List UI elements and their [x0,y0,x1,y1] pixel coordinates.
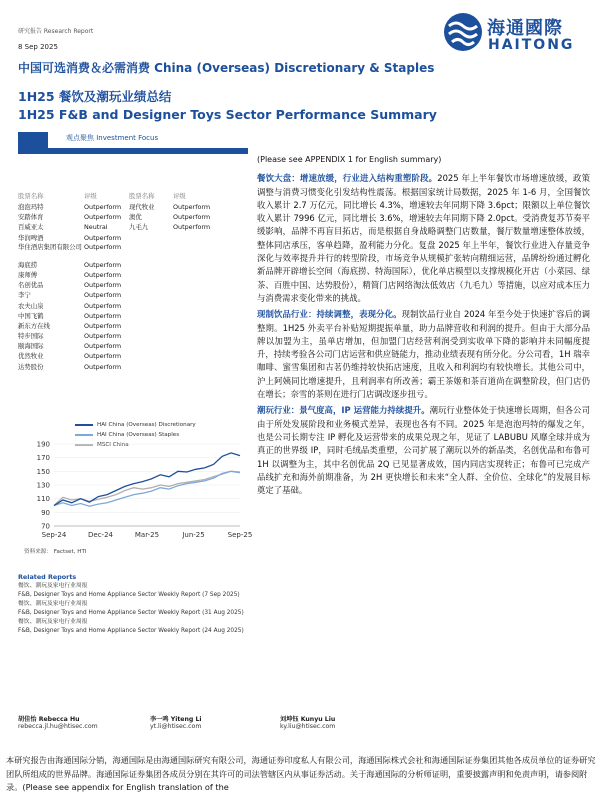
table-row [18,301,258,311]
stock-rating: Outperform [84,213,122,222]
analyst-card [18,714,98,730]
legend-item [75,420,196,430]
related-report-item[interactable]: 餐饮、潮玩及家电行业周报 [18,619,88,625]
stock-name: 现代牧业 [129,203,155,211]
stock-name: 李宁 [18,291,31,300]
stock-rating: Outperform [84,281,122,290]
report-body [257,153,590,500]
header-rating-2: 评级 [173,192,186,200]
report-type-label: 研究报告 Research Report [18,28,94,35]
table-row [18,202,258,212]
stock-rating: Outperform [84,242,122,251]
stock-rating: Outperform [84,332,122,341]
chart-source: 资料来源： Factset, HTI [24,549,87,555]
stock-rating: Outperform [84,260,122,269]
analyst-name: 刘坤钰 Kunyu Liu [280,716,336,723]
y-tick-label: 170 [36,454,50,463]
table-row [18,212,258,222]
table-row [18,233,258,243]
x-tick-label: Mar-25 [134,531,160,539]
related-report-item[interactable]: 餐饮、潮玩及家电行业周报 [18,601,88,607]
table-row [18,351,258,361]
stock-rating: Outperform [84,311,122,320]
table-row [18,290,258,300]
investment-focus-label: 观点聚焦 Investment Focus [66,134,159,142]
paragraph-heading: 潮玩行业：景气度高，IP 运营能力持续提升。 [257,405,430,416]
stock-rating: Outperform [84,352,122,361]
y-tick-label: 90 [41,508,50,517]
x-tick-label: Dec-24 [88,531,113,539]
stock-name: 海底捞 [18,260,38,269]
legend-label: HAI China (Overseas) Discretionary [97,422,196,428]
y-tick-label: 130 [36,481,50,490]
y-tick-label: 110 [36,495,50,504]
related-report-item[interactable]: F&B, Designer Toys and Home Appliance Sector Weekly Report (31 Aug 2025) [18,610,244,616]
logo-text-cn: 海通國際 [487,18,563,39]
table-row [18,362,258,372]
stock-table-header [18,190,258,202]
stock-name: 百威亚太 [18,223,44,232]
disclaimer-text: 本研究报告由海通国际分销，海通国际是由海通国际研究有限公司，海通证券印度私人有限公司，海通国际株式会社和海通国际证券集团其他各成员单位的证券研究团队所组成的世界品牌。海通国际证券集团各成员分别在其许可的司法管辖区内从事证券活动。关于海通国际的分析师证明，重要披露声明和免责声明，请参阅附录。(Please see appendix for English translation of the [6,755,596,792]
legend-swatch [75,434,93,436]
paragraph-beverage [257,308,590,401]
analyst-card [150,714,202,730]
paragraph-text: 潮玩行业整体处于快速增长周期，但各公司由于所处发展阶段和业务模式差异，表现也各有不同。2025 年是泡泡玛特的爆发之年，也是公司长期专注 IP 孵化及运营带来的成果兑现之年，见证了 LABUBU 风靡全球并成为真正的世界级 IP，同时毛绒品类重塑，公司扩展了潮玩以外的新品类，名创优品和布鲁可 1H 以调整为主，其中名创优品 2Q 已见显著成效，国内同店实现转正；布鲁可已完成产品线扩充和海外前期准备，为 2H 更快增长和未来“全人群、全价位、全球化”的发展目标奠定了基础。 [257,405,591,496]
header-rating-1: 评级 [84,192,97,200]
stock-name: 特步国际 [18,332,44,341]
table-row [18,321,258,331]
stock-rating: Outperform [84,270,122,279]
x-tick-label: Jun-25 [182,531,205,539]
report-title-en: 1H25 F&B and Designer Toys Sector Performance Summary [18,107,437,122]
stock-rating: Outperform [173,223,211,232]
analyst-bar [18,714,598,744]
analyst-email[interactable]: ky.liu@htisec.com [280,723,336,730]
stock-name: 中国飞鹤 [18,311,44,320]
stock-rating: Outperform [84,203,122,211]
related-reports [18,573,258,636]
stock-name: 澳优 [129,213,142,222]
y-tick-label: 150 [36,467,50,476]
related-report-item[interactable]: 餐饮、潮玩及家电行业周报 [18,583,88,589]
legend-swatch [75,424,93,426]
stock-rating: Outperform [84,321,122,330]
related-report-item[interactable]: F&B, Designer Toys and Home Appliance Sector Weekly Report (7 Sep 2025) [18,592,240,598]
series-line [54,471,240,505]
paragraph-heading: 餐饮大盘：增速放缓，行业进入结构重塑阶段。 [257,173,438,184]
paragraph-text: 2025 年上半年餐饮市场增速放缓，政策调整与消费习惯变化引发结构性震荡。根据国家统计局数据，2025 年 1-6 月，全国餐饮收入累计 2.7 万亿元，同比增长 4.3%，增速较去年同期下降 3.6pct；限额以上单位餐饮收入累计 7996 亿元，同比增长 3.6%，增速较去年同期下降 2.0pct。受消费复苏节奏平缓影响，品牌不再盲目拓店，而是根据自身战略调整门店数量，餐厅数量增速整体放缓，整体同店承压，客单趋降，盈利能力分化。复盘 2025 年上半年，餐饮行业进入存量竞争深化与效率提升并行的转型阶段，市场竞争从规模扩张转向精细运营，品牌纷纷通过孵化新品牌开辟增长空间（海底捞、特海国际），优化单店模型以支撑规模化开店（小菜园、绿茶、百胜中国、达势股份），精简门店网络淘汰低效店（九毛九）等措施，以应对成本压力与消费需求变化带来的挑战。 [257,173,590,303]
table-row [18,341,258,351]
table-row [18,270,258,280]
stock-name: 优然牧业 [18,352,44,361]
stock-rating: Neutral [84,223,108,232]
table-row [18,280,258,290]
stock-name: 新东方在线 [18,321,50,330]
stock-name: 颐海国际 [18,342,44,351]
analyst-email[interactable]: yt.li@htisec.com [150,723,202,730]
performance-line-chart [18,438,253,544]
table-row [18,331,258,341]
stock-rating: Outperform [84,362,122,371]
x-tick-label: Sep-24 [41,531,67,539]
stock-name: 达势股份 [18,362,44,371]
stock-name: 九毛九 [129,223,149,232]
stock-name: 安踏体育 [18,213,44,222]
logo-text-en: HAITONG [488,37,575,53]
analyst-card [280,714,335,730]
report-title-cn: 1H25 餐饮及潮玩业绩总结 [18,89,172,104]
legend-label: MSCI China [97,442,129,448]
paragraph-toys [257,404,590,497]
haitong-logo [443,10,593,56]
y-tick-label: 70 [41,522,50,531]
table-row [18,260,258,270]
stock-rating: Outperform [84,342,122,351]
stock-name: 华住酒店集团有限公司 [18,242,82,251]
stock-name: 泡泡玛特 [18,203,44,211]
paragraph-fnb [257,172,590,305]
stock-name: 农夫山泉 [18,301,44,310]
paragraph-text: 现制饮品行业自 2024 年至今处于快速扩容后的调整期。1H25 外卖平台补贴短期提振单量，助力品牌营收和利润的提升。但由于大部分品牌以加盟为主，虽单店增加，但加盟门店经营利润受到实收单下降的影响并未同幅度提升，持续考验各公司门店运营和供应链能力，推动业绩表现有所分化。分公司看，1H 瑞幸咖啡、蜜雪集团和古茗仍维持较快拓店速度，且收入和利润均有较快增长。其他公司中，沪上阿姨同比增速提升，且利润率有所改善；霸王茶姬和茶百道尚在调整阶段，但门店仍在增长；奈雪的茶则在进行门店调改逐步扭亏。 [257,309,590,400]
header-stock-name-2: 股票名称 [129,192,155,200]
table-row [18,222,258,232]
legend-label: HAI China (Overseas) Staples [97,432,180,438]
report-date: 8 Sep 2025 [18,43,58,51]
haitong-logo-icon [443,12,483,52]
analyst-name: 李一鸣 Yiteng Li [150,716,202,723]
related-report-item[interactable]: F&B, Designer Toys and Home Appliance Sector Weekly Report (24 Aug 2025) [18,628,244,634]
stock-rating: Outperform [84,291,122,300]
x-tick-label: Sep-25 [227,531,253,539]
stock-rating: Outperform [84,301,122,310]
stock-name: 名创优品 [18,281,44,290]
related-reports-title: Related Reports [18,573,77,581]
stock-rating: Outperform [173,203,211,211]
paragraph-heading: 现制饮品行业：持续调整，表现分化。 [257,309,402,320]
table-row [18,243,258,260]
analyst-name: 胡佳怡 Rebecca Hu [18,716,80,723]
stock-rating: Outperform [84,233,122,242]
sector-title: 中国可选消费＆必需消费 China (Overseas) Discretionary & Staples [18,61,435,75]
stock-name: 华润啤酒 [18,233,44,242]
analyst-email[interactable]: rebecca.jl.hu@htisec.com [18,723,98,730]
stock-rating-table [18,190,258,372]
focus-divider-bar [18,148,248,154]
table-row [18,311,258,321]
y-tick-label: 190 [36,440,50,449]
header-stock-name-1: 股票名称 [18,192,44,200]
stock-rating: Outperform [173,213,211,222]
stock-name: 康师傅 [18,270,38,279]
appendix-note: (Please see APPENDIX 1 for English summary) [257,155,442,164]
